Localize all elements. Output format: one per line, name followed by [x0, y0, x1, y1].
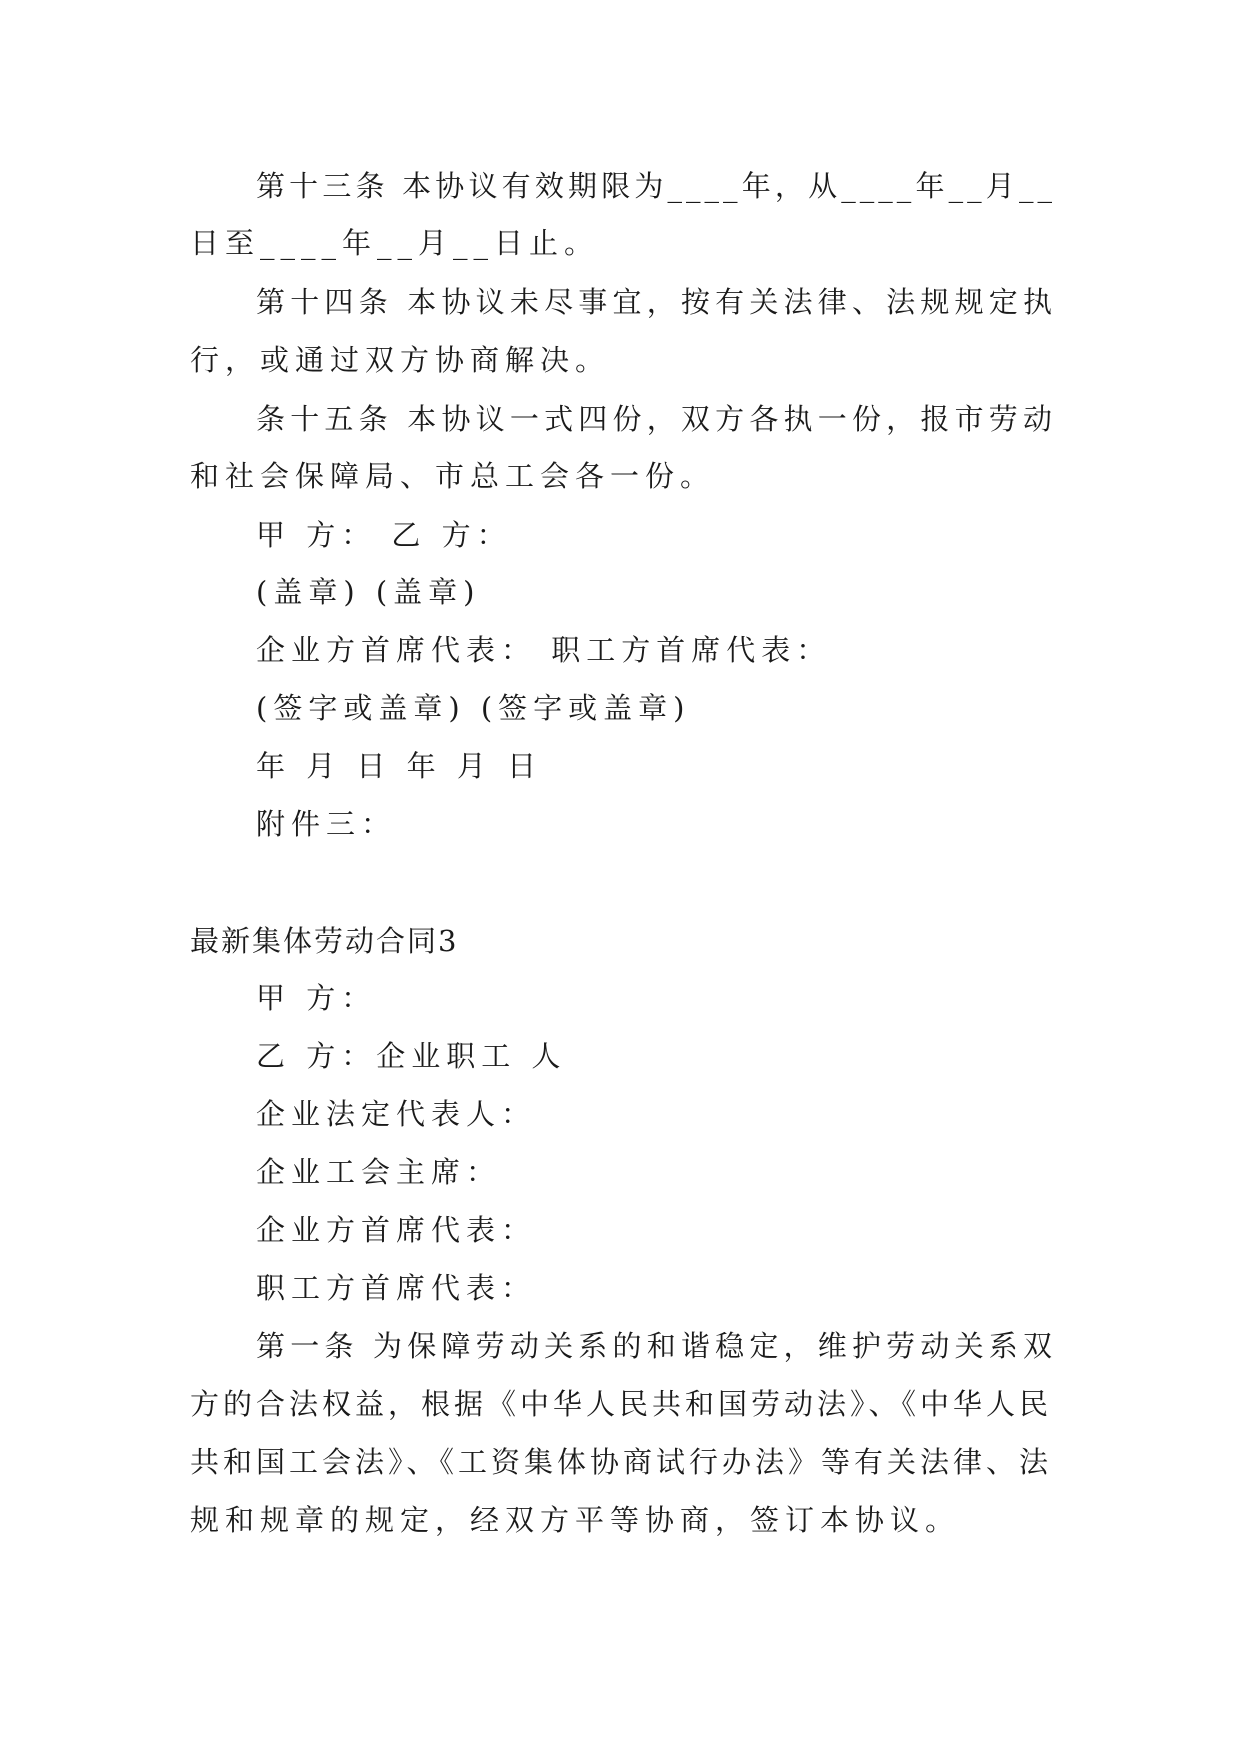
article-1-line-2: 方的合法权益，根据《中华人民共和国劳动法》、《中华人民 [190, 1387, 1050, 1421]
article-1-line-1: 第一条 为保障劳动关系的和谐稳定，维护劳动关系双 [256, 1329, 1056, 1363]
attachment-label: 附件三： [256, 807, 397, 841]
section-title: 最新集体劳动合同3 [190, 924, 459, 958]
union-chairman-field: 企业工会主席： [256, 1155, 502, 1189]
article-15-line-1: 条十五条 本协议一式四份，双方各执一份，报市劳动 [256, 402, 1056, 436]
article-1-line-3: 共和国工会法》、《工资集体协商试行办法》等有关法律、法 [190, 1445, 1050, 1479]
article-15-line-2: 和社会保障局、市总工会各一份。 [190, 459, 716, 493]
article-13-line-1: 第十三条 本协议有效期限为____年，从____年__月__ [256, 169, 1056, 203]
party-labels: 甲 方： 乙 方： [256, 518, 512, 552]
party-b-field: 乙 方：企业职工 人 [256, 1039, 567, 1073]
article-1-line-4: 规和规章的规定，经双方平等协商，签订本协议。 [190, 1503, 961, 1537]
party-a-field: 甲 方： [256, 981, 377, 1015]
seal-labels: (盖章) (盖章) [256, 575, 481, 609]
enterprise-chief-representative-field: 企业方首席代表： [256, 1213, 537, 1247]
legal-representative-field: 企业法定代表人： [256, 1097, 537, 1131]
chief-representative-labels: 企业方首席代表： 职工方首席代表： [256, 633, 832, 667]
signature-labels: (签字或盖章) (签字或盖章) [256, 691, 691, 725]
article-13-line-2: 日至____年__月__日止。 [190, 226, 600, 260]
article-14-line-2: 行，或通过双方协商解决。 [190, 343, 611, 377]
date-labels: 年 月 日 年 月 日 [256, 749, 543, 783]
article-14-line-1: 第十四条 本协议未尽事宜，按有关法律、法规规定执 [256, 285, 1056, 319]
employee-chief-representative-field: 职工方首席代表： [256, 1271, 537, 1305]
